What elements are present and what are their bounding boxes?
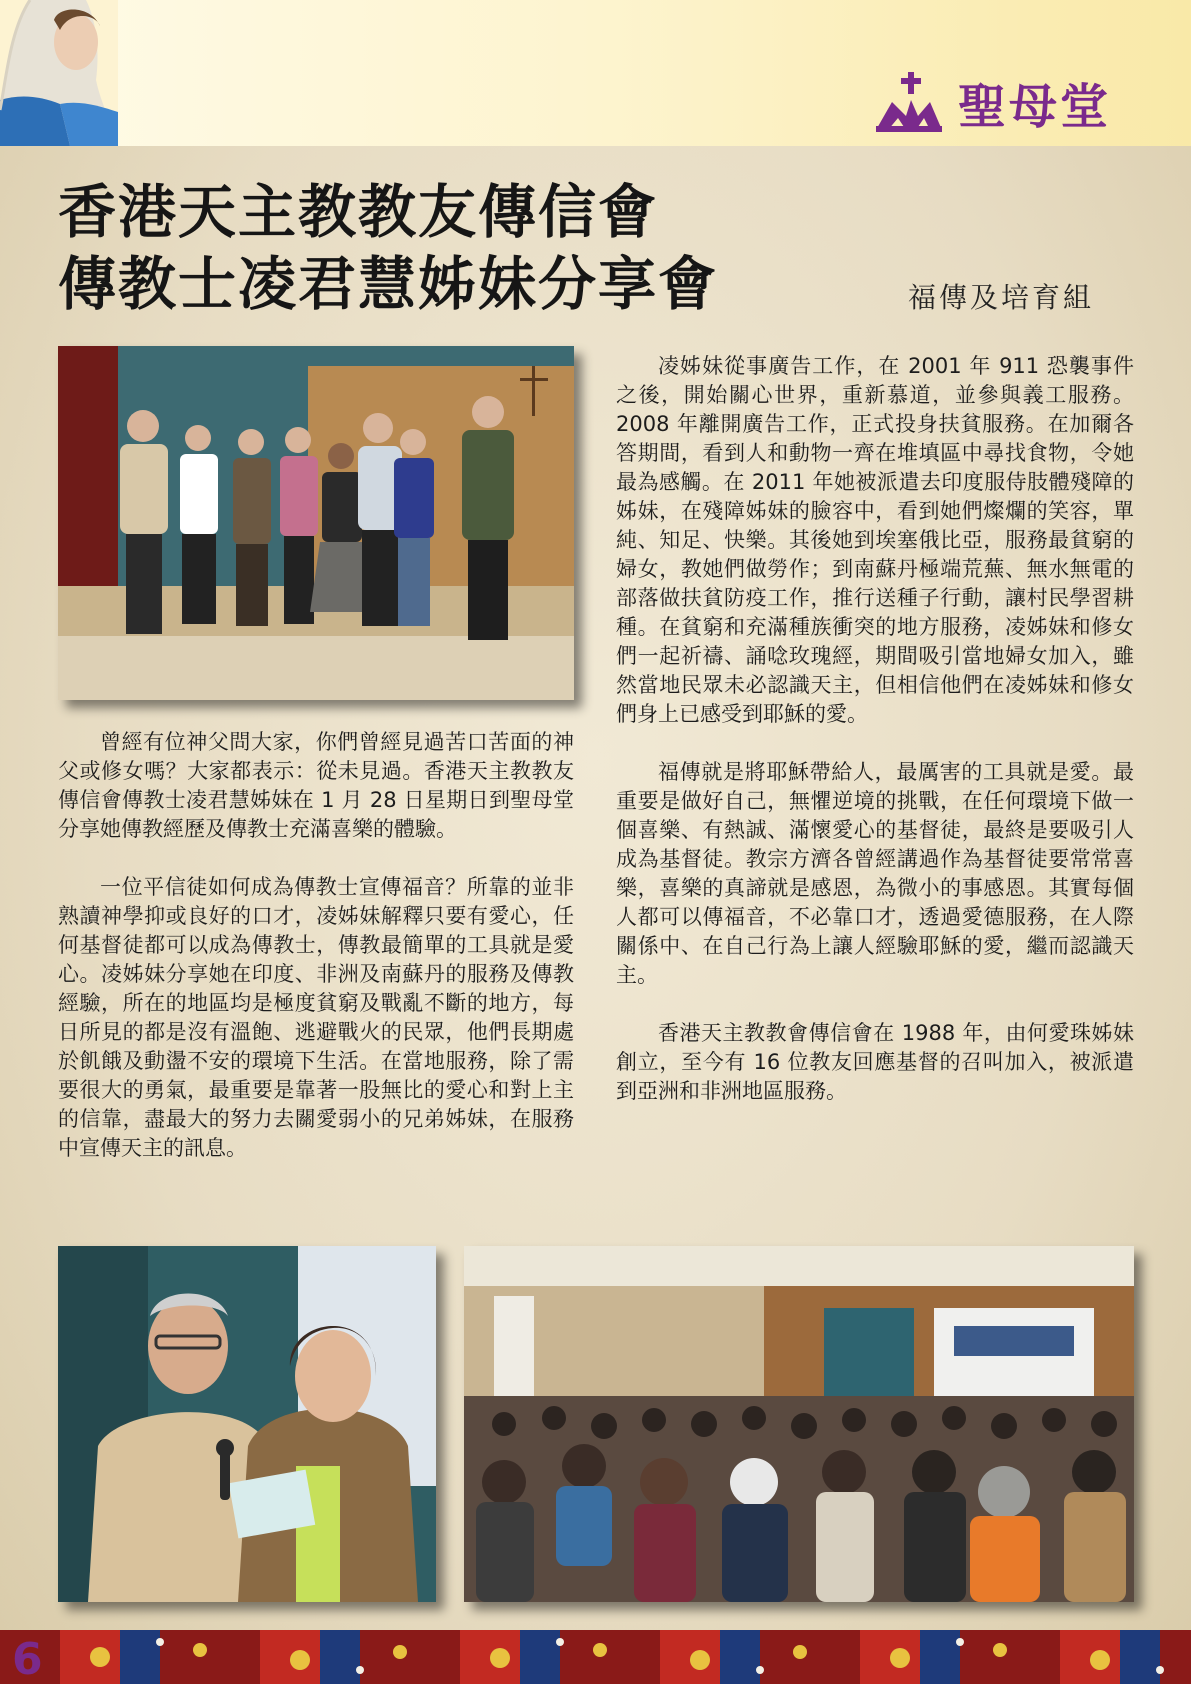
right-paragraph-1: 凌姊妹從事廣告工作，在 2001 年 911 恐襲事件之後，開始關心世界，重新慕道，並參與義工服務。2008 年離開廣告工作，正式投身扶貧服務。在加爾各答期間，看到人和動物一齊在堆填區中尋找食物，令她最為感觸。在 2011 年她被派遣去印度服侍肢體殘障的姊妹，在殘障姊妹的臉容中，看到她們燦爛的笑容，單純、知足、快樂。其後她到埃塞俄比亞，服務最貧窮的婦女，教她們做勞作；到南蘇丹極端荒蕪、無水無電的部落做扶貧防疫工作，推行送種子行動，讓村民學習耕種。在貧窮和充滿種族衝突的地方服務，凌姊妹和修女們一起祈禱、誦唸玫瑰經，期間吸引當地婦女加入，雖然當地民眾未必認識天主，但相信他們在凌姊妹和修女們身上已感受到耶穌的愛。 — [616, 354, 1134, 726]
group-photo — [58, 346, 574, 700]
article-title — [58, 176, 718, 320]
audience-photo — [464, 1246, 1134, 1602]
brand — [874, 72, 1112, 135]
left-column-text — [58, 728, 574, 1163]
left-paragraph-2: 一位平信徒如何成為傳教士宣傳福音？所靠的並非熟讀神學抑或良好的口才，凌姊妹解釋只要有愛心，任何基督徒都可以成為傳教士，傳教最簡單的工具就是愛心。凌姊妹分享她在印度、非洲及南蘇丹的服務及傳教經驗，所在的地區均是極度貧窮及戰亂不斷的地方，每日所見的都是沒有溫飽、逃避戰火的民眾，他們長期處於飢餓及動盪不安的環境下生活。在當地服務，除了需要很大的勇氣，最重要是靠著一股無比的愛心和對上主的信靠，盡最大的努力去關愛弱小的兄弟姊妹，在服務中宣傳天主的訊息。 — [58, 875, 574, 1160]
byline: 福傳及培育組 — [908, 281, 1095, 314]
page-number: 6 — [12, 1634, 43, 1684]
gift-photo — [58, 1246, 436, 1602]
virgin-mary-portrait — [0, 0, 118, 146]
right-paragraph-3: 香港天主教教會傳信會在 1988 年，由何愛珠姊妹創立，至今有 16 位教友回應基督的召叫加入，被派遣到亞洲和非洲地區服務。 — [616, 1021, 1134, 1103]
brand-name: 聖母堂 — [958, 78, 1112, 135]
stained-glass-band — [0, 1630, 1191, 1684]
right-paragraph-2: 福傳就是將耶穌帶給人，最厲害的工具就是愛。最重要是做好自己，無懼逆境的挑戰，在任何環境下做一個喜樂、有熱誠、滿懷愛心的基督徒，最終是要吸引人成為基督徒。教宗方濟各曾經講過作為基督徒要常常喜樂，喜樂的真諦就是感恩，為微小的事感恩。其實每個人都可以傳福音，不必靠口才，透過愛德服務，在人際關係中、在自己行為上讓人經驗耶穌的愛，繼而認識天主。 — [616, 760, 1134, 987]
title-line-2: 傳教士凌君慧姊妹分享會 — [58, 250, 719, 318]
title-line-1: 香港天主教教友傳信會 — [58, 178, 659, 246]
right-column-text — [616, 352, 1134, 1106]
church-cross-logo — [874, 72, 944, 132]
left-paragraph-1: 曾經有位神父問大家，你們曾經見過苦口苦面的神父或修女嗎？大家都表示：從未見過。香港天主教教友傳信會傳教士凌君慧姊妹在 1 月 28 日星期日到聖母堂分享她傳教經歷及傳教士充滿喜樂的體驗。 — [58, 730, 574, 841]
